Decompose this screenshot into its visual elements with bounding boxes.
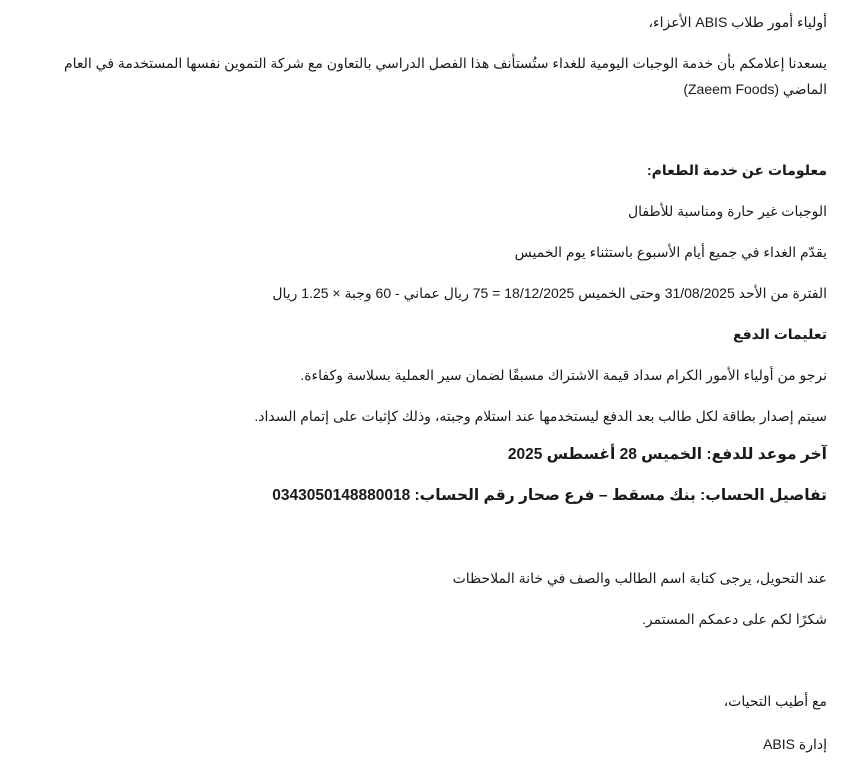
- payment-request: نرجو من أولياء الأمور الكرام سداد قيمة الاشتراك مسبقًا لضمان سير العملية بسلاسة وكفاءة.: [300, 367, 827, 383]
- signature: إدارة ABIS: [763, 736, 827, 752]
- greeting: أولياء أمور طلاب ABIS الأعزاء،: [648, 14, 827, 30]
- payment-heading: تعليمات الدفع: [732, 326, 827, 342]
- closing: مع أطيب التحيات،: [723, 693, 827, 709]
- intro-paragraph: يسعدنا إعلامكم بأن خدمة الوجبات اليومية للغداء ستُستأنف هذا الفصل الدراسي بالتعاون مع شركة التموين نفسها المستخدمة في العام الماضي (Zaeem Foods): [63, 55, 827, 97]
- thanks-note: شكرًا لكم على دعمكم المستمر.: [641, 611, 827, 627]
- lunch-days: يقدّم الغداء في جميع أيام الأسبوع باستثناء يوم الخميس: [514, 244, 827, 260]
- period-cost: الفترة من الأحد 31/08/2025 وحتى الخميس 18/12/2025 = 75 ريال عماني - 60 وجبة × 1.25 ريال: [272, 285, 827, 301]
- account-details: تفاصيل الحساب: بنك مسقط – فرع صحار رقم الحساب: 0343050148880018: [272, 487, 827, 504]
- meals-note: الوجبات غير حارة ومناسبة للأطفال: [627, 203, 827, 219]
- transfer-note: عند التحويل، يرجى كتابة اسم الطالب والصف في خانة الملاحظات: [452, 570, 827, 586]
- card-note: سيتم إصدار بطاقة لكل طالب بعد الدفع ليستخدمها عند استلام وجبته، وذلك كإثبات على إتمام السداد.: [254, 408, 827, 424]
- food-info-heading: معلومات عن خدمة الطعام:: [647, 162, 827, 178]
- payment-deadline: آخر موعد للدفع: الخميس 28 أغسطس 2025: [507, 446, 827, 463]
